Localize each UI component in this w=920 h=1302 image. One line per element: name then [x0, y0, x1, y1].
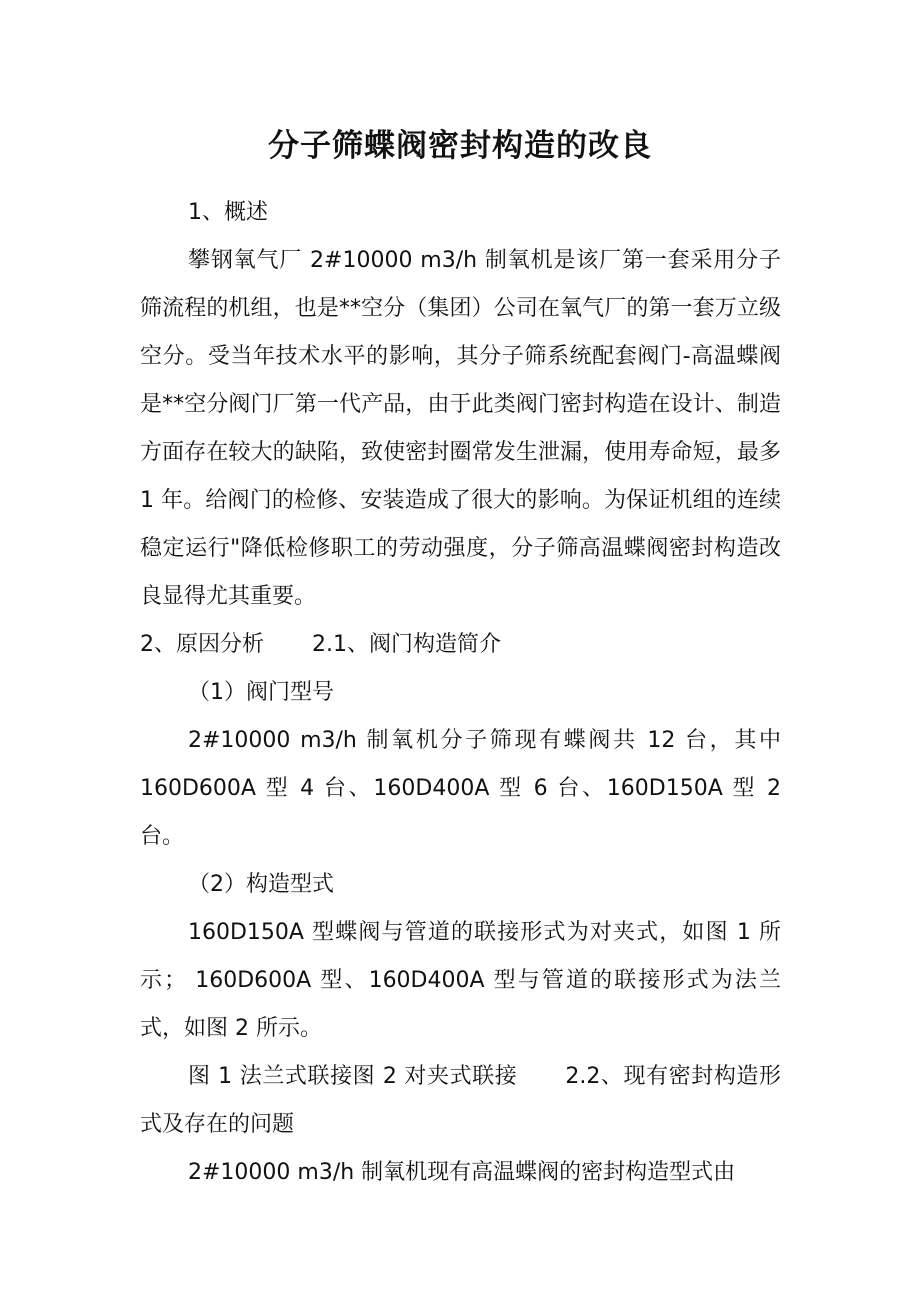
- subheading-valve-model: （1）阀门型号: [188, 680, 334, 705]
- subsection-heading-existing-seal: 2.2、现有密封构造形式及存在的问题: [140, 1064, 781, 1137]
- paragraph-seal-structure: 2#10000 m3/h 制氧机现有高温蝶阀的密封构造型式由: [188, 1160, 736, 1185]
- section-heading-cause: 2、原因分析: [140, 632, 264, 657]
- paragraph-overview: 攀钢氧气厂 2#10000 m3/h 制氧机是该厂第一套采用分子筛流程的机组，也是**空分（集团）公司在氧气厂的第一套万立级空分。受当年技术水平的影响，其分子筛系统配套阀门-高温蝶阀是**空分阀门厂第一代产品，由于此类阀门密封构造在设计、制造方面存在较大的缺陷，致使密封圈常发生泄漏，使用寿命短，最多 1 年。给阀门的检修、安装造成了很大的影响。为保证机组的连续稳定运行"降低检修职工的劳动强度，分子筛高温蝶阀密封构造改良显得尤其重要。: [140, 248, 781, 609]
- document-body: [140, 189, 781, 1197]
- paragraph-connection-type: 160D150A 型蝶阀与管道的联接形式为对夹式，如图 1 所示； 160D600A 型、160D400A 型与管道的联接形式为法兰式，如图 2 所示。: [140, 920, 781, 1041]
- paragraph-valve-count: 2#10000 m3/h 制氧机分子筛现有蝶阀共 12 台，其中 160D600A 型 4 台、160D400A 型 6 台、160D150A 型 2 台。: [140, 728, 781, 849]
- section-heading-cause-analysis: [140, 621, 781, 669]
- figure-captions: 图 1 法兰式联接图 2 对夹式联接: [188, 1064, 518, 1089]
- section-heading-overview: 1、概述: [188, 200, 268, 225]
- paragraph-figure-captions: [140, 1053, 781, 1149]
- subheading-structure-type: （2）构造型式: [188, 872, 334, 897]
- document-title: 分子筛蝶阀密封构造的改良: [268, 128, 652, 164]
- subsection-heading-valve-structure: 2.1、阀门构造简介: [312, 632, 501, 657]
